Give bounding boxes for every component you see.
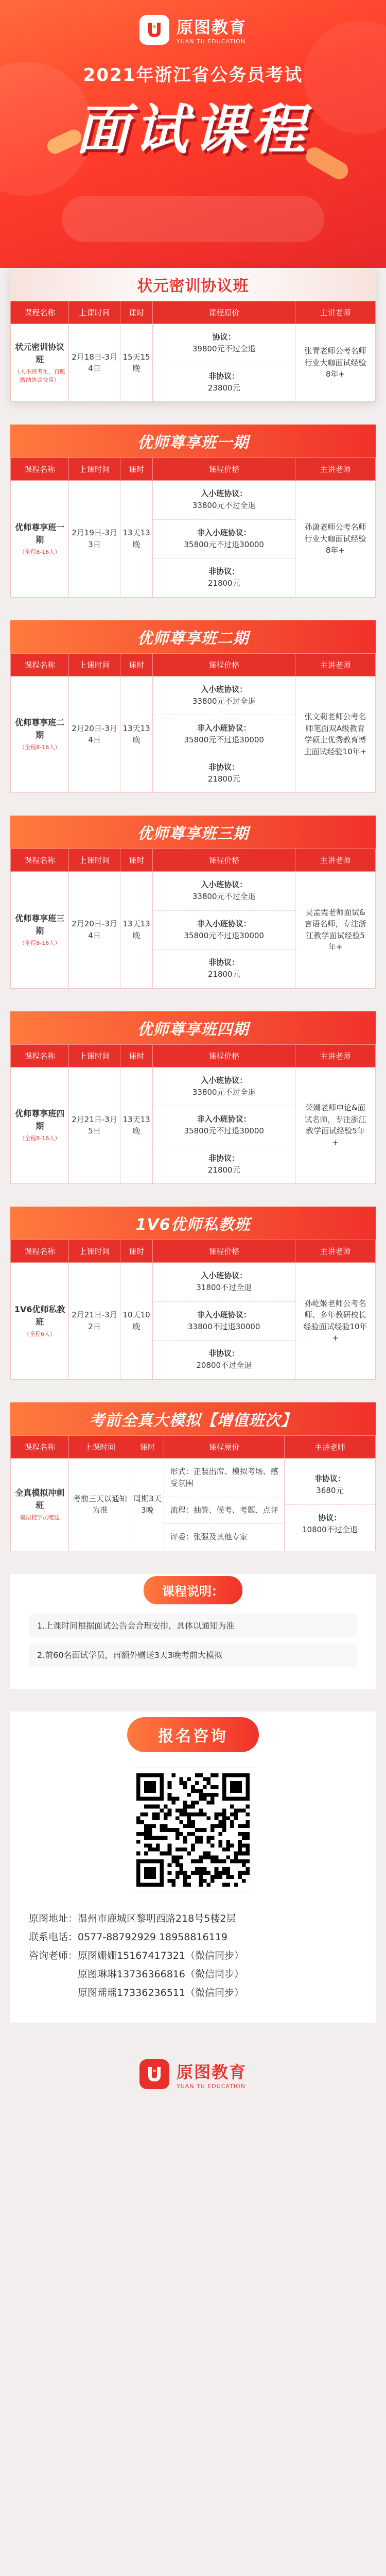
price-label: 非入小班协议： xyxy=(197,919,251,928)
footer-logo xyxy=(0,2023,386,2126)
course-teacher: 孙屹姬老师公考名师、多年教研校长经验面试经验10年+ xyxy=(295,1263,376,1380)
course-note: （全程8-16人） xyxy=(19,548,61,555)
notes-item: 2.前60名面试学员，再额外赠送3天3晚考前大模拟 xyxy=(29,1643,357,1667)
price-item xyxy=(153,481,295,520)
brand-logo xyxy=(0,14,386,45)
price-text: 31800不过全退 xyxy=(196,1283,252,1293)
course-price xyxy=(153,481,295,598)
th-time: 上课时间 xyxy=(69,458,120,481)
th-price: 课程原价 xyxy=(164,1435,284,1458)
th-name: 课程名称 xyxy=(11,1435,69,1458)
price-text: 21800元 xyxy=(207,970,240,979)
contact-consultant: 原图琳琳13736366816（微信同步） xyxy=(78,1968,244,1980)
price-item xyxy=(153,558,295,597)
price-item xyxy=(153,872,295,911)
course-section xyxy=(10,816,376,989)
price-label: 非协议： xyxy=(208,762,240,772)
course-time: 2月18日-3月4日 xyxy=(69,324,120,402)
th-hours: 课时 xyxy=(120,458,153,481)
course-name: 1V6优师私教班 xyxy=(14,1304,65,1327)
th-price: 课程价格 xyxy=(153,1240,295,1263)
course-name: 优师尊享班二期 xyxy=(15,718,65,740)
notes-section xyxy=(10,1574,376,1689)
price-item xyxy=(153,520,295,559)
course-note: 模拟校学员赠送 xyxy=(20,1514,60,1521)
course-time: 2月19日-3月3日 xyxy=(69,481,120,598)
course-name-cell xyxy=(11,676,69,793)
mock-table xyxy=(10,1435,376,1551)
th-name: 课程名称 xyxy=(11,458,69,481)
brand-name: 原图教育 xyxy=(176,18,247,37)
brand-logo-icon xyxy=(139,2059,169,2089)
brand-sub: YUAN TU EDUCATION xyxy=(176,38,245,45)
th-time: 上课时间 xyxy=(69,849,120,872)
course-name: 优师尊享班四期 xyxy=(15,1109,65,1131)
contact-address: 原图地址：温州市鹿城区黎明西路218号5楼2层 xyxy=(29,1912,236,1924)
contact-title: 报名咨询 xyxy=(127,1717,259,1752)
price-text: 21800元 xyxy=(207,774,240,784)
course-price xyxy=(153,1067,295,1184)
th-price: 课程价格 xyxy=(153,458,295,481)
price-text: 21800元 xyxy=(207,579,240,588)
course-price xyxy=(153,872,295,989)
th-time: 上课时间 xyxy=(69,653,120,676)
course-list xyxy=(0,268,386,1380)
price-label: 非协议： xyxy=(208,567,240,576)
hero-banner xyxy=(0,0,386,268)
price-item xyxy=(153,1341,295,1379)
th-teacher: 主讲老师 xyxy=(295,458,376,481)
price-text: 35800元不过退30000 xyxy=(184,539,264,549)
th-hours: 课时 xyxy=(120,653,153,676)
price-item xyxy=(285,1505,375,1544)
course-name-cell xyxy=(11,324,69,402)
price-text: 33800元不过全退 xyxy=(192,501,256,511)
price-label: 协议： xyxy=(212,332,236,342)
notes-title: 课程说明： xyxy=(144,1576,242,1604)
course-section xyxy=(10,1207,376,1380)
price-text: 23800元 xyxy=(207,383,240,393)
course-note: （全程8-16人） xyxy=(19,939,61,946)
th-name: 课程名称 xyxy=(11,653,69,676)
course-table xyxy=(10,301,376,402)
th-teacher: 主讲老师 xyxy=(295,1044,376,1067)
course-time: 2月21日-3月5日 xyxy=(69,1067,120,1184)
th-name: 课程名称 xyxy=(11,301,69,324)
price-label: 入小班协议： xyxy=(201,1271,248,1280)
course-table xyxy=(10,849,376,989)
course-section xyxy=(10,268,376,402)
th-time: 上课时间 xyxy=(69,1044,120,1067)
th-hours: 课时 xyxy=(120,1240,153,1263)
th-price: 课程价格 xyxy=(153,1044,295,1067)
course-teacher: 吴孟霞老师面试&言语名师，专注浙江教学面试经验5年+ xyxy=(295,872,376,989)
th-hours: 课时 xyxy=(120,1044,153,1067)
course-title: 状元密训协议班 xyxy=(10,268,376,301)
course-hours: 13天13晚 xyxy=(120,1067,153,1184)
hero-title: 面试课程 xyxy=(75,98,310,161)
course-name-cell xyxy=(11,1263,69,1380)
course-note: （全程8-16人） xyxy=(19,1135,61,1142)
price-text: 35800元不过退30000 xyxy=(184,735,264,745)
price-item xyxy=(153,715,295,754)
course-time: 考前三天以通知为准 xyxy=(69,1458,131,1551)
course-hours: 10天10晚 xyxy=(120,1263,153,1380)
price-item xyxy=(153,1145,295,1184)
th-hours: 课时 xyxy=(120,301,153,324)
course-note: （全程8-16人） xyxy=(19,744,61,751)
course-title: 优师尊享班三期 xyxy=(10,816,376,849)
course-hours: 15天15晚 xyxy=(120,324,153,402)
hero-subtitle: 2021年浙江省公务员考试 xyxy=(83,65,303,86)
th-name: 课程名称 xyxy=(11,1044,69,1067)
price-item xyxy=(153,754,295,793)
table-row xyxy=(11,1458,376,1551)
price-item xyxy=(153,324,295,363)
th-teacher: 主讲老师 xyxy=(284,1435,375,1458)
mock-content-item: 评委：张强及其他专家 xyxy=(170,1532,248,1542)
mock-content xyxy=(164,1458,284,1551)
contact-section xyxy=(10,1711,376,2023)
course-title: 优师尊享班一期 xyxy=(10,425,376,457)
th-price: 课程原价 xyxy=(153,301,295,324)
price-label: 非协议： xyxy=(208,1153,240,1163)
course-note: （全程6人） xyxy=(24,1330,56,1337)
course-section xyxy=(10,620,376,793)
brand-logo-icon xyxy=(139,15,169,45)
course-table xyxy=(10,1240,376,1380)
price-text: 33800元不过全退 xyxy=(192,696,256,706)
price-item xyxy=(285,1466,375,1505)
mock-section xyxy=(10,1402,376,1551)
table-row xyxy=(11,324,376,402)
price-label: 非入小班协议： xyxy=(197,723,251,733)
table-row xyxy=(11,872,376,989)
course-title: 优师尊享班二期 xyxy=(10,620,376,653)
course-note: （入小班考生，自愿缴纳协议费用） xyxy=(14,368,65,383)
price-label: 入小班协议： xyxy=(201,880,248,889)
course-name-cell xyxy=(11,872,69,989)
th-hours: 课时 xyxy=(131,1435,164,1458)
th-price: 课程价格 xyxy=(153,653,295,676)
th-time: 上课时间 xyxy=(69,1240,120,1263)
course-title: 优师尊享班四期 xyxy=(10,1011,376,1044)
price-label: 非入小班协议： xyxy=(197,528,251,537)
th-teacher: 主讲老师 xyxy=(295,301,376,324)
price-item xyxy=(153,1263,295,1302)
th-teacher: 主讲老师 xyxy=(295,653,376,676)
brand-name: 原图教育 xyxy=(176,2062,247,2082)
price-text: 21800元 xyxy=(207,1165,240,1175)
mock-title: 考前全真大模拟【增值班次】 xyxy=(10,1402,376,1435)
course-time: 2月20日-3月4日 xyxy=(69,872,120,989)
course-hours: 13天13晚 xyxy=(120,481,153,598)
course-hours: 13天13晚 xyxy=(120,872,153,989)
price-label: 非协议： xyxy=(314,1474,345,1483)
course-name: 状元密训协议班 xyxy=(15,342,65,364)
price-text: 33800元不过全退 xyxy=(192,1087,256,1097)
table-row xyxy=(11,1263,376,1380)
price-item xyxy=(153,1302,295,1341)
course-name-cell xyxy=(11,1458,69,1551)
th-name: 课程名称 xyxy=(11,849,69,872)
price-label: 非协议： xyxy=(208,958,240,967)
price-text: 33800不过退30000 xyxy=(188,1321,260,1331)
course-price xyxy=(153,676,295,793)
price-text: 10800不过全退 xyxy=(302,1524,358,1534)
table-row xyxy=(11,676,376,793)
course-price xyxy=(153,324,295,402)
price-label: 入小班协议： xyxy=(201,1075,248,1085)
price-text: 35800元不过退30000 xyxy=(184,930,264,940)
price-text: 35800元不过退30000 xyxy=(184,1126,264,1136)
course-name: 全真模拟冲刺班 xyxy=(15,1487,65,1510)
table-row xyxy=(11,481,376,598)
price-label: 入小班协议： xyxy=(201,489,248,498)
qr-code-icon[interactable] xyxy=(131,1768,255,1892)
price-text: 39800元不过全退 xyxy=(192,344,256,354)
th-hours: 课时 xyxy=(120,849,153,872)
course-table xyxy=(10,1044,376,1184)
course-table xyxy=(10,653,376,793)
course-teacher: 张青老师公考名师行业大咖面试经验8年+ xyxy=(295,324,376,402)
price-label: 协议： xyxy=(318,1513,342,1522)
mock-content-item: 流程：抽签、候考、考题、点评 xyxy=(164,1497,284,1524)
course-time: 2月21日-3月2日 xyxy=(69,1263,120,1380)
price-item xyxy=(153,1067,295,1107)
course-price xyxy=(153,1263,295,1380)
course-teacher: 张文莉老师公考名师笔面双A级教育学硕士优秀教育博主面试经验10年+ xyxy=(295,676,376,793)
price-text: 20800不过全退 xyxy=(196,1361,252,1370)
mock-price xyxy=(284,1458,375,1551)
price-item xyxy=(153,676,295,716)
course-teacher: 孙潇老师公考名师行业大咖面试经验8年+ xyxy=(295,481,376,598)
brand-sub: YUAN TU EDUCATION xyxy=(176,2082,245,2090)
course-section xyxy=(10,425,376,598)
course-table xyxy=(10,457,376,598)
th-teacher: 主讲老师 xyxy=(295,1240,376,1263)
course-name: 优师尊享班三期 xyxy=(15,913,65,936)
course-hours: 周期3天3晚 xyxy=(131,1458,164,1551)
course-hours: 13天13晚 xyxy=(120,676,153,793)
contact-phone: 联系电话：0577-88792929 18958816119 xyxy=(29,1931,227,1943)
price-text: 3680元 xyxy=(316,1486,344,1496)
th-teacher: 主讲老师 xyxy=(295,849,376,872)
notes-item: 1.上课时间根据面试公告会合理安排，具体以通知为准 xyxy=(29,1614,357,1638)
course-name-cell xyxy=(11,1067,69,1184)
th-time: 上课时间 xyxy=(69,1435,131,1458)
price-item xyxy=(153,363,295,402)
price-item xyxy=(153,950,295,988)
contact-consultant: 咨询老师：原图姗姗15167417321（微信同步） xyxy=(29,1950,244,1961)
course-teacher: 荣嫣老师申论&面试名师，专注浙江教学面试经验5年+ xyxy=(295,1067,376,1184)
price-text: 33800元不过全退 xyxy=(192,892,256,902)
price-label: 入小班协议： xyxy=(201,684,248,694)
th-time: 上课时间 xyxy=(69,301,120,324)
course-title: 1V6优师私教班 xyxy=(10,1207,376,1240)
contact-consultant: 原图瑶瑶17336236511（微信同步） xyxy=(78,1987,244,1999)
course-time: 2月20日-3月4日 xyxy=(69,676,120,793)
price-label: 非协议： xyxy=(208,371,240,381)
course-name-cell xyxy=(11,481,69,598)
course-name: 优师尊享班一期 xyxy=(15,522,65,545)
th-name: 课程名称 xyxy=(11,1240,69,1263)
price-item xyxy=(153,1106,295,1145)
mock-content-item: 形式：正装出席、模拟考场、感受氛围 xyxy=(164,1459,284,1498)
table-row xyxy=(11,1067,376,1184)
price-label: 非入小班协议： xyxy=(197,1310,251,1319)
course-section xyxy=(10,1011,376,1184)
price-item xyxy=(153,911,295,950)
price-label: 非协议： xyxy=(208,1349,240,1358)
th-price: 课程价格 xyxy=(153,849,295,872)
price-label: 非入小班协议： xyxy=(197,1114,251,1124)
